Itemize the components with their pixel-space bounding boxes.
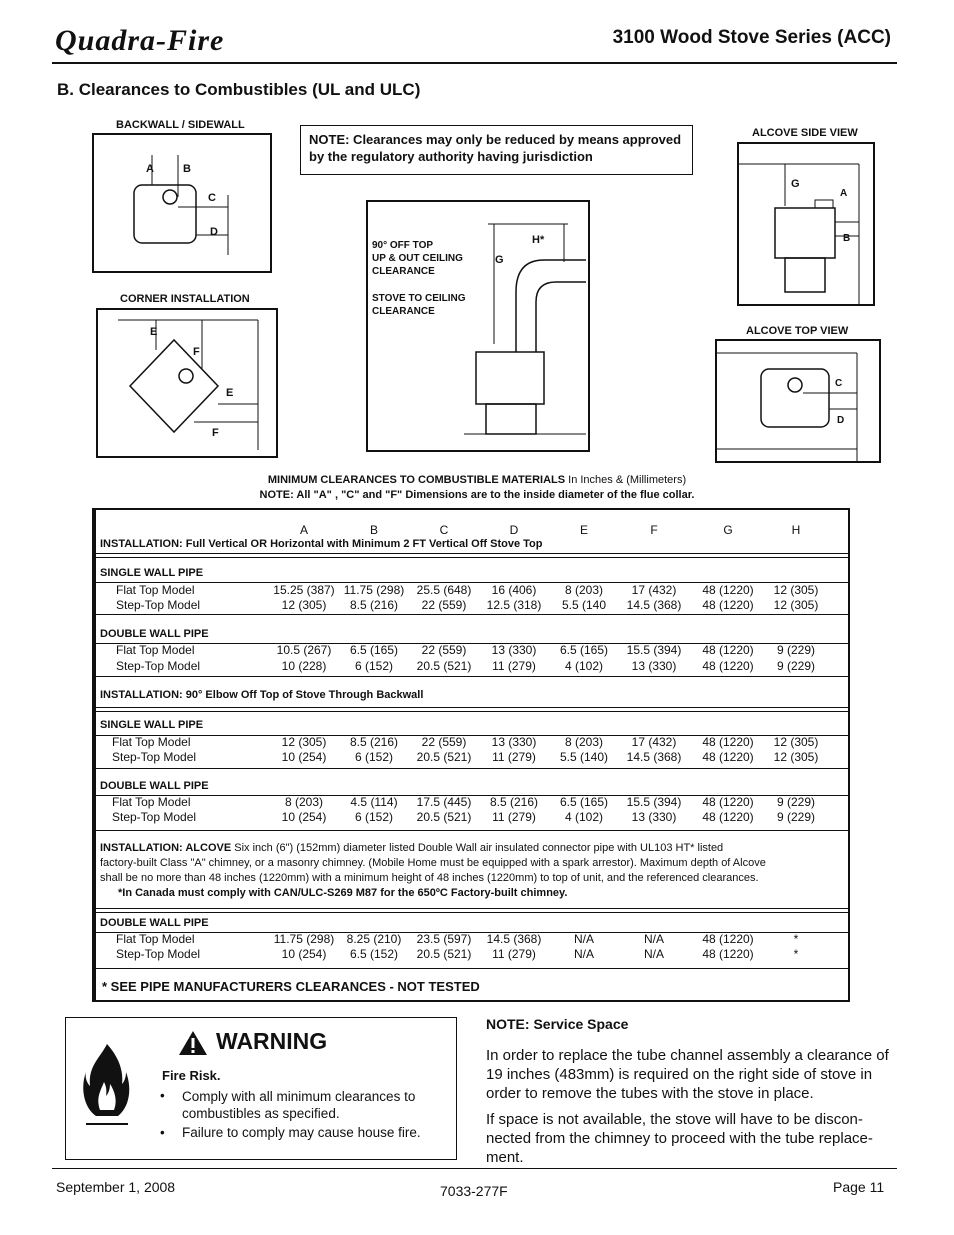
table-row: Step-Top Model 10 (228) 6 (152) 20.5 (521) 11 (279) 4 (102) 13 (330) 48 (1220) 9 (229) <box>116 659 816 673</box>
table-footnote: * SEE PIPE MANUFACTURERS CLEARANCES - NOT TESTED <box>102 979 480 994</box>
col-d: D <box>509 523 519 537</box>
service-paragraph-1: In order to replace the tube channel assembly a clearance of 19 inches (483mm) is required on the right side of stove in order to remove the tubes with the stove in place. <box>486 1047 889 1102</box>
service-title: NOTE: Service Space <box>486 1016 629 1032</box>
group-double-wall-3: DOUBLE WALL PIPE <box>100 917 209 929</box>
footer-page: Page 11 <box>833 1179 885 1195</box>
service-paragraph-2: If space is not available, the stove will have to be discon-nected from the chimney to proceed with the tube replace-ment. <box>486 1111 873 1166</box>
warning-title: WARNING <box>216 1028 328 1054</box>
table-row: Flat Top Model 11.75 (298) 8.25 (210) 23.5 (597) 14.5 (368) N/A N/A 48 (1220) * <box>116 932 799 946</box>
corner-drawing <box>98 310 276 456</box>
table-caption-note: NOTE: All "A" , "C" and "F" Dimensions are to the inside diameter of the flue collar. <box>259 489 695 501</box>
table-caption: MINIMUM CLEARANCES TO COMBUSTIBLE MATERIALS In Inches & (Millimeters) <box>267 474 687 486</box>
table-row: Step-Top Model 10 (254) 6.5 (152) 20.5 (521) 11 (279) N/A N/A 48 (1220) * <box>116 947 799 961</box>
alcove-side-diagram <box>737 142 875 306</box>
group-double-wall-2: DOUBLE WALL PIPE <box>100 780 209 792</box>
label-f-top: F <box>193 346 200 358</box>
alcove-top-drawing <box>717 341 879 461</box>
label-c-alcove: C <box>835 378 843 389</box>
table-row: Flat Top Model 12 (305) 8.5 (216) 22 (559) 13 (330) 8 (203) 17 (432) 48 (1220) 12 (305) <box>112 735 819 749</box>
col-b: B <box>369 523 378 537</box>
label-a-alcove: A <box>840 188 848 199</box>
table-row: Flat Top Model 10.5 (267) 6.5 (165) 22 (559) 13 (330) 6.5 (165) 15.5 (394) 48 (1220) 9 (229) <box>116 643 816 657</box>
footer-doc-number: 7033-277F <box>440 1183 508 1199</box>
table-row: Flat Top Model 8 (203) 4.5 (114) 17.5 (445) 8.5 (216) 6.5 (165) 15.5 (394) 48 (1220) 9 (229) <box>112 795 816 809</box>
col-g: G <box>723 523 733 537</box>
footer-rule <box>52 1168 897 1169</box>
label-d-alcove: D <box>837 415 845 426</box>
alcove-side-drawing <box>739 144 873 304</box>
table-row: Flat Top Model 15.25 (387) 11.75 (298) 25.5 (648) 16 (406) 8 (203) 17 (432) 48 (1220) 12 (305) <box>116 583 819 597</box>
table-header-row <box>96 523 848 538</box>
alcove-top-diagram <box>715 339 881 463</box>
header-rule <box>52 62 897 64</box>
alcove-top-label: ALCOVE TOP VIEW <box>746 325 849 337</box>
footer-date: September 1, 2008 <box>56 1179 176 1195</box>
warning-bullet-dot-2: • <box>160 1125 165 1140</box>
table-row: Step-Top Model 10 (254) 6 (152) 20.5 (521) 11 (279) 5.5 (140) 14.5 (368) 48 (1220) 12 (305) <box>112 750 819 764</box>
col-c: C <box>439 523 449 537</box>
col-f: F <box>650 523 658 537</box>
label-e-top: E <box>150 326 158 338</box>
section-title: B. Clearances to Combustibles (UL and ULC) <box>57 80 421 99</box>
document-title: 3100 Wood Stove Series (ACC) <box>612 27 891 48</box>
label-b: B <box>183 163 191 175</box>
install-full-vertical: INSTALLATION: Full Vertical OR Horizontal with Minimum 2 FT Vertical Off Stove Top <box>100 538 543 550</box>
col-h: H <box>791 523 801 537</box>
group-single-wall-1: SINGLE WALL PIPE <box>100 567 204 579</box>
warning-bullet-dot-1: • <box>160 1088 165 1103</box>
warning-bullet-2: Failure to comply may cause house fire. <box>182 1125 421 1140</box>
install-elbow-backwall: INSTALLATION: 90° Elbow Off Top of Stove Through Backwall <box>100 689 424 701</box>
warning-subtitle: Fire Risk. <box>162 1068 221 1083</box>
backwall-label: BACKWALL / SIDEWALL <box>116 119 245 131</box>
label-e-right: E <box>226 387 234 399</box>
group-double-wall-1: DOUBLE WALL PIPE <box>100 628 209 640</box>
fire-icon <box>82 1042 132 1126</box>
label-b-alcove: B <box>843 233 851 244</box>
corner-label: CORNER INSTALLATION <box>120 293 250 305</box>
ceiling-text: 90° OFF TOP UP & OUT CEILING CLEARANCE STOVE TO CEILING CLEARANCE <box>372 240 466 317</box>
clearance-table: A B C D E F G H INSTALLATION: Full Vertical OR Horizontal with Minimum 2 FT Vertical Off Stove Top SINGLE WALL PIPE Flat Top Model 15.25 (387) 11.75 (298) 25.5 (648) 16 (406) 8 (203) 17 (432) 48 (1220) 12 (305) Step-Top Model 12 (305) 8.5 (216) 22 (559) 12.5 (318) 5.5 (140 14.5 (368) 48 (1220) 12 (305) DOUBLE WALL PIPE Flat Top Model 10.5 (267) 6.5 (165) 22 (559) 13 (330) 6.5 (165) 15.5 (394) 48 (1220) 9 (229) Step-Top Model 10 (228) 6 (152) 20.5 (521) 11 (279) 4 (102) 13 (330) 48 (1220) 9 (229) INSTALLATION: 90° Elbow Off Top of Stove Through Backwall SINGLE WALL PIPE Flat Top Model 12 (305) 8.5 (216) 22 (559) 13 (330) 8 (203) 17 (432) 48 (1220) 12 (305) Step-Top Model 10 (254) 6 (152) 20.5 (521) 11 (279) 5.5 (140) 14.5 (368) 48 (1220) 12 (305) DOUBLE WALL PIPE Flat Top Model 8 (203) 4.5 (114) 17.5 (445) 8.5 (216) 6.5 (165) 15.5 (394) 48 (1220) 9 (229) Step-Top Model 10 (254) 6 (152) 20.5 (521) 11 (279) 4 (102) 13 (330) 48 (1220) 9 (229) INSTALLATION: ALCOVE Six inch (6") (152mm) diameter listed Double Wall air insulated connector pipe with UL103 HT* listed factory-built Class "A" chimney, or a masonry chimney. (Mobile Home must be equipped with a spark arrestor). Maximum depth of Alcove shall be no more than 48 inches (1220mm) with a minimum height of 48 inches (1220mm) to top of unit, and the referenced clearances. *In Canada must comply with CAN/ULC-S269 M87 for the 650ºC Factory-built chimney. DOUBLE WALL PIPE Flat Top Model 11.75 (298) 8.25 (210) 23.5 (597) 14.5 (368) N/A N/A 48 (1220) * Step-Top Model 10 (254) 6.5 (152) 20.5 (521) 11 (279) N/A N/A 48 (1220) * * SEE PIPE MANUFACTURERS CLEARANCES - NOT TESTED <box>92 508 850 1002</box>
backwall-drawing <box>94 135 270 271</box>
label-c: C <box>208 192 216 204</box>
col-a: A <box>299 523 308 537</box>
alcove-side-label: ALCOVE SIDE VIEW <box>752 127 858 139</box>
ceiling-diagram <box>366 200 590 452</box>
regulatory-note: NOTE: Clearances may only be reduced by means approved by the regulatory authority having jurisdiction <box>300 125 693 175</box>
label-f-bottom: F <box>212 427 219 439</box>
table-row: Step-Top Model 10 (254) 6 (152) 20.5 (521) 11 (279) 4 (102) 13 (330) 48 (1220) 9 (229) <box>112 810 816 824</box>
warning-bullet-1: Comply with all minimum clearances to combustibles as specified. <box>182 1089 416 1121</box>
group-single-wall-2: SINGLE WALL PIPE <box>100 719 204 731</box>
brand-logo: Quadra-Fire <box>55 24 225 57</box>
label-d: D <box>210 226 218 238</box>
table-row: Step-Top Model 12 (305) 8.5 (216) 22 (559) 12.5 (318) 5.5 (140 14.5 (368) 48 (1220) 12 (305) <box>116 598 819 612</box>
col-e: E <box>579 523 588 537</box>
backwall-diagram <box>92 133 272 273</box>
label-h-ceiling: H* <box>532 234 545 246</box>
corner-diagram <box>96 308 278 458</box>
warning-box <box>65 1017 457 1160</box>
label-g-ceiling: G <box>495 254 504 266</box>
label-g-alcove: G <box>791 178 800 190</box>
label-a: A <box>146 163 154 175</box>
warning-triangle-icon <box>178 1030 208 1056</box>
